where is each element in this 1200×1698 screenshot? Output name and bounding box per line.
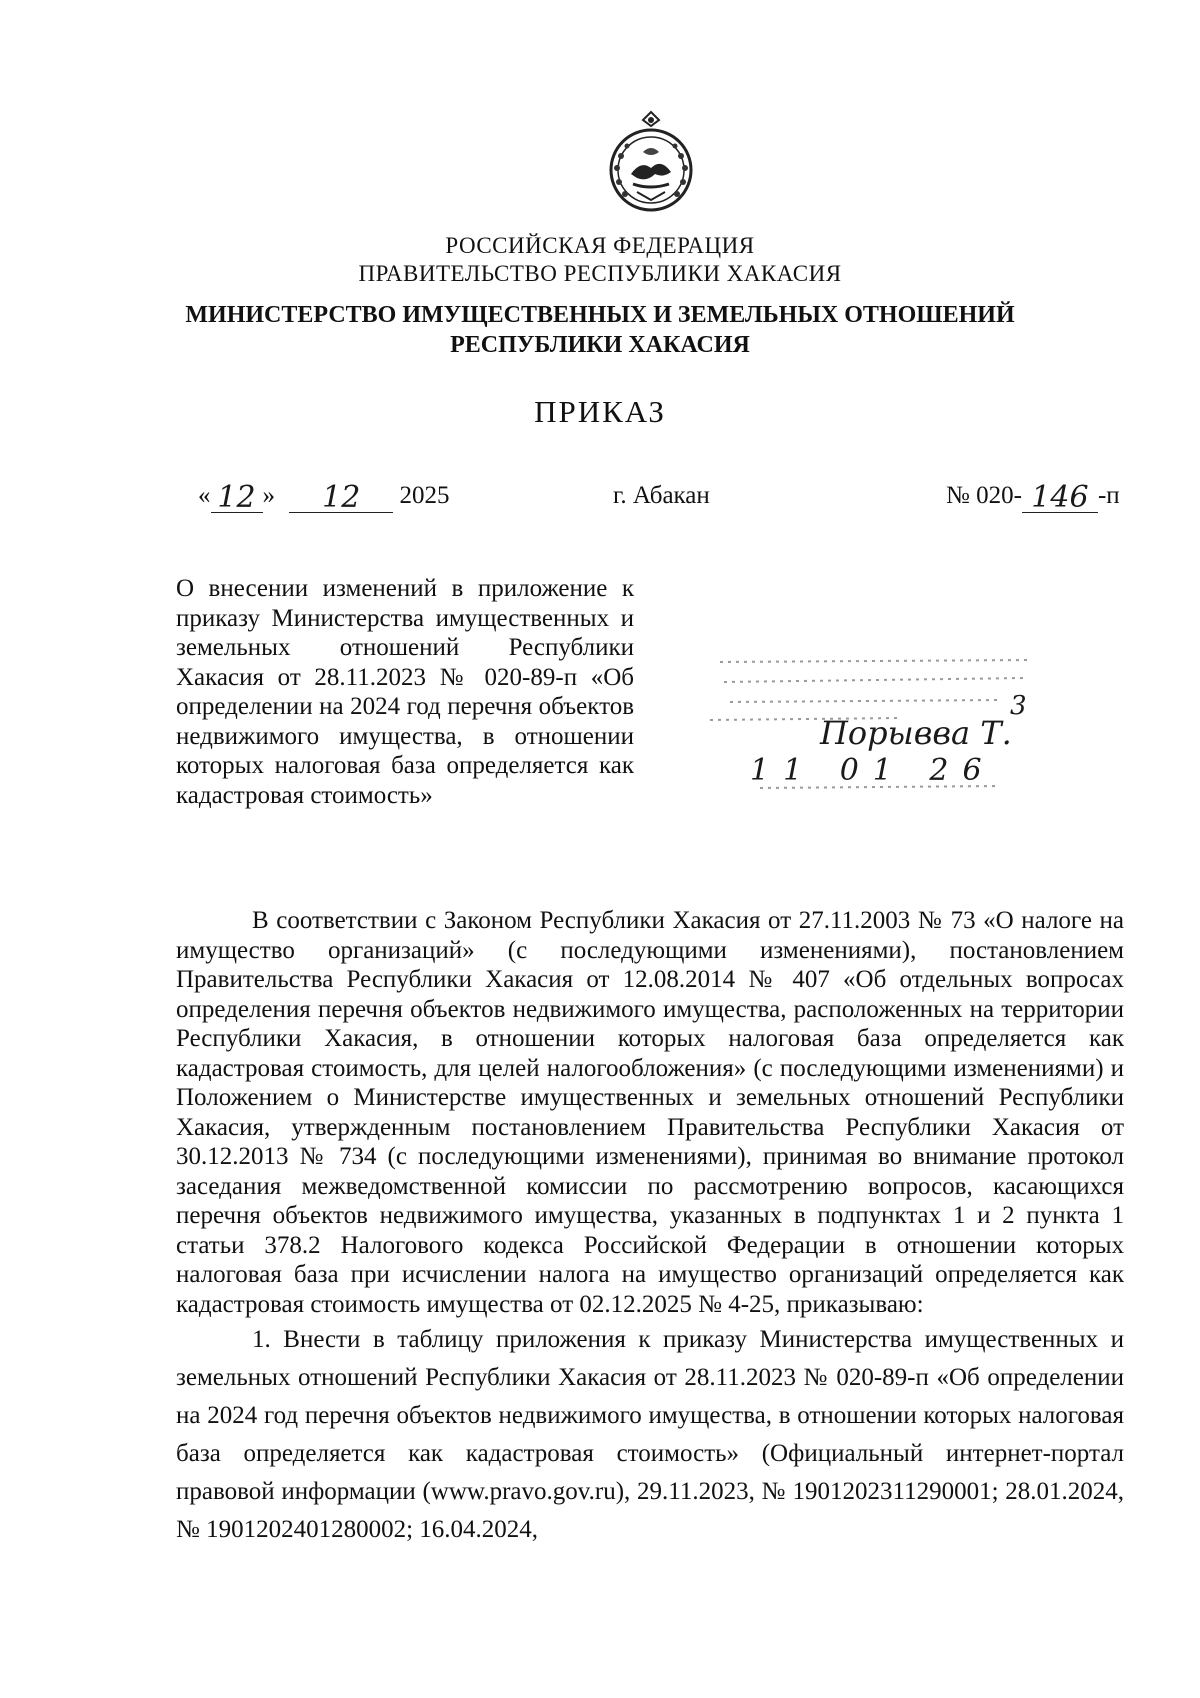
number-suffix: -п	[1097, 482, 1120, 509]
month-blank	[289, 480, 393, 513]
government-name: ПРАВИТЕЛЬСТВО РЕСПУБЛИКИ ХАКАСИЯ	[358, 261, 842, 286]
number-handwritten: 146	[1031, 480, 1089, 515]
stamp-figure: 3	[1010, 691, 1027, 721]
number-blank	[1022, 480, 1098, 513]
order-number	[946, 480, 1120, 513]
subject-text: О внесении изменений в приложение к приказу Министерства имущественных и земельных отношений Республики Хакасия от 28.11.2023 № 020-89-п «Об определении на 2024 год перечня объектов недвижимого имущества, в отношении которых налоговая база определяется как кадастровая стоимость»	[176, 575, 634, 809]
ministry-name-line1: МИНИСТЕРСТВО ИМУЩЕСТВЕННЫХ И ЗЕМЕЛЬНЫХ ОТНОШЕНИЙ	[185, 302, 1015, 328]
city: г. Абакан	[613, 482, 710, 509]
item-1-paragraph: 1. Внести в таблицу приложения к приказу Министерства имущественных и земельных отношений Республики Хакасия от 28.11.2023 № 020-89-п «Об определении на 2024 год перечня объектов недвижимого имущества, в отношении которых налоговая база определяется как кадастровая стоимость» (Официальный интернет-портал правовой информации (www.pravo.gov.ru), 29.11.2023, № 1901202311290001; 28.01.2024, № 1901202401280002; 16.04.2024,	[176, 1326, 1124, 1543]
coat-of-arms-icon	[603, 108, 699, 212]
close-quote: »	[262, 482, 275, 509]
order-body	[176, 906, 1124, 1549]
day-handwritten: 12	[217, 480, 256, 515]
open-quote: «	[198, 482, 211, 509]
ministry-name-line2: РЕСПУБЛИКИ ХАКАСИЯ	[450, 332, 750, 358]
order-subject	[176, 574, 634, 810]
month-handwritten: 12	[322, 480, 361, 515]
registration-stamp	[700, 632, 1060, 802]
country-name: РОССИЙСКАЯ ФЕДЕРАЦИЯ	[445, 233, 755, 258]
stamp-name: Порывва Т.	[820, 714, 1012, 752]
order-date	[198, 480, 450, 513]
preamble-paragraph: В соответствии с Законом Республики Хакасия от 27.11.2003 № 73 «О налоге на имущество организаций» (с последующими изменениями), постановлением Правительства Республики Хакасия от 12.08.2014 № 407 «Об отдельных вопросах определения перечня объектов недвижимого имущества, расположенных на территории Республики Хакасия, в отношении которых налоговая база определяется как кадастровая стоимость, для целей налогообложения» (с последующими изменениями) и Положением о Министерстве имущественных и земельных отношений Республики Хакасия, утвержденным постановлением Правительства Республики Хакасия от 30.12.2013 № 734 (с последующими изменениями), принимая во внимание протокол заседания межведомственной комиссии по рассмотрению вопросов, касающихся перечня объектов недвижимого имущества, указанных в подпунктах 1 и 2 пункта 1 статьи 378.2 Налогового кодекса Российской Федерации в отношении которых налоговая база при исчислении налога на имущество организаций определяется как кадастровая стоимость имущества от 02.12.2025 № 4-25, приказываю:	[176, 907, 1124, 1318]
year: 2025	[399, 482, 450, 509]
number-prefix: № 020-	[946, 482, 1022, 509]
day-blank	[211, 480, 263, 513]
document-type: ПРИКАЗ	[534, 394, 666, 429]
stamp-date: 11 01 26	[750, 753, 996, 788]
